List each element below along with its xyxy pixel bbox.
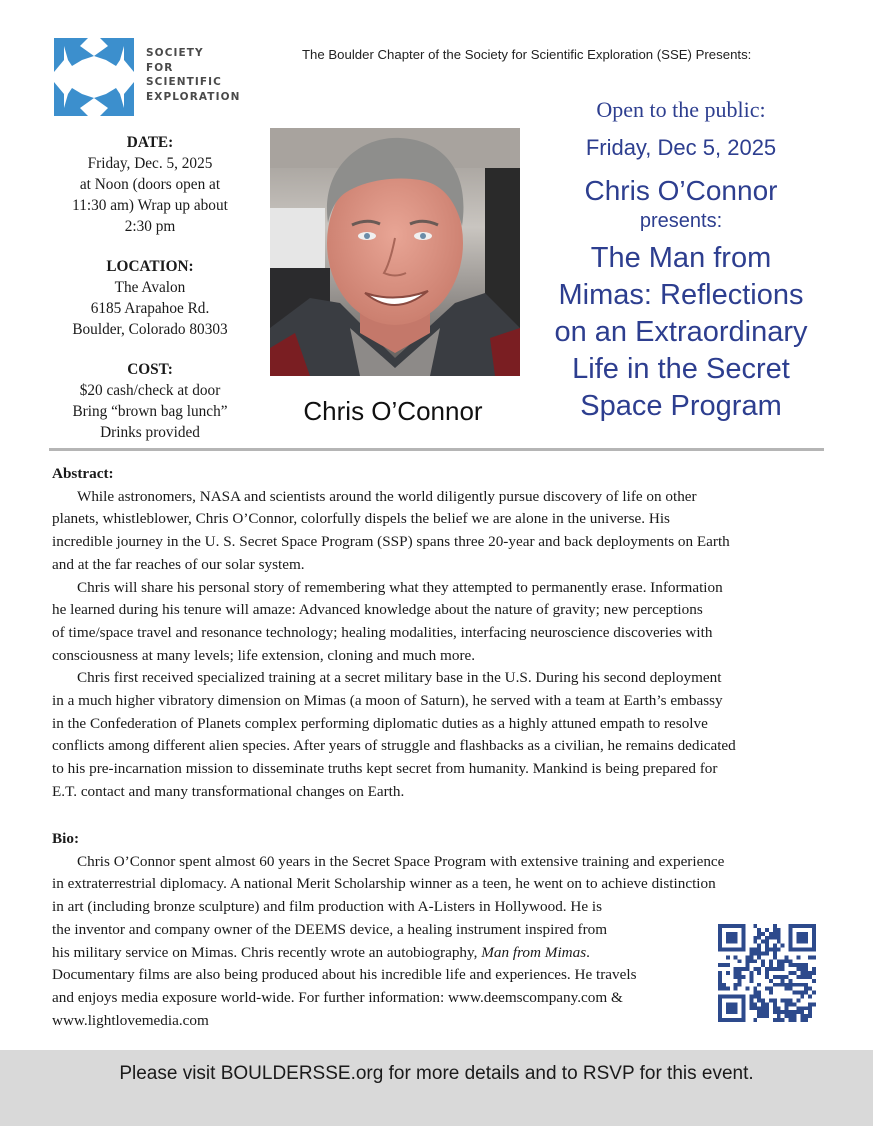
location-line: Boulder, Colorado 80303 (72, 321, 228, 338)
cost-line: $20 cash/check at door (79, 382, 221, 399)
abstract-line: in the Confederation of Planets complex performing diplomatic duties as a highly attuned empath to resolve (52, 714, 708, 732)
abstract-line: he learned during his tenure will amaze: Advanced knowledge about the nature of gravity; new perceptions (52, 601, 703, 619)
cost-line: Drinks provided (100, 424, 200, 441)
abstract-line: E.T. contact and many transformational changes on Earth. (52, 782, 405, 800)
abstract-line: consciousness at many levels; life extension, cloning and much more. (52, 646, 476, 664)
talk-title-line: Space Program (580, 390, 782, 422)
bio-line: www.lightlovemedia.com (52, 1011, 209, 1029)
speaker-caption: Chris O’Connor (303, 396, 483, 426)
abstract-line: incredible journey in the U. S. Secret Space Program (SSP) spans three 20-year and back deployments on Earth (52, 533, 730, 551)
org-name (146, 46, 241, 104)
qr-code-icon[interactable] (716, 924, 818, 1022)
bio-text: his military service on Mimas. Chris recently wrote an autobiography, (52, 943, 482, 961)
cost-line: Bring “brown bag lunch” (72, 403, 228, 420)
abstract-line: conflicts among different alien species. After years of struggle and flashbacks as a civilian, he remains dedicated (52, 737, 736, 755)
org-name-line: SCIENTIFIC (146, 76, 222, 88)
chapter-presents-line: The Boulder Chapter of the Society for Scientific Exploration (SSE) Presents: (302, 47, 752, 62)
abstract-line: to his pre-incarnation mission to disseminate truths kept secret from humanity. Mankind is being prepared for (52, 760, 718, 778)
section-divider (49, 448, 824, 451)
abstract-line: planets, whistleblower, Chris O’Connor, colorfully dispels the belief we are alone in the universe. His (52, 510, 670, 528)
event-date: Friday, Dec 5, 2025 (585, 135, 777, 160)
talk-title-line: on an Extraordinary (554, 316, 808, 348)
date-label: DATE: (126, 134, 174, 151)
cost-label: COST: (127, 361, 173, 378)
event-details (40, 132, 260, 443)
speaker-photo (270, 128, 520, 376)
bio-line (52, 942, 702, 965)
bio-line: Chris O’Connor spent almost 60 years in the Secret Space Program with extensive training and experience (77, 852, 725, 870)
abstract-heading: Abstract: (52, 465, 114, 482)
location-line: The Avalon (114, 279, 186, 296)
org-name-line: EXPLORATION (146, 90, 241, 103)
abstract-line: While astronomers, NASA and scientists around the world diligently pursue discovery of life on other (77, 487, 697, 505)
date-line: 2:30 pm (124, 218, 176, 235)
org-name-line: SOCIETY (146, 47, 204, 59)
talk-title-line: Mimas: Reflections (558, 279, 804, 311)
event-headline (530, 96, 832, 425)
abstract-line: in a much higher vibratory dimension on Mimas (a moon of Saturn), he served with a team at Earth’s embassy (52, 692, 723, 710)
abstract-line: Chris first received specialized training at a secret military base in the U.S. During his second deployment (77, 669, 722, 687)
abstract-section (52, 463, 832, 804)
abstract-line: Chris will share his personal story of remembering what they attempted to permanently erase. Information (77, 578, 723, 596)
talk-title (530, 240, 832, 425)
bio-line: and enjoys media exposure world-wide. For further information: www.deemscompany.com & (52, 988, 623, 1006)
bio-line: Documentary films are also being produced about his incredible life and experiences. He travels (52, 966, 637, 984)
presents-label: presents: (639, 210, 723, 232)
talk-title-line: Life in the Secret (572, 353, 790, 385)
bio-line: in art (including bronze sculpture) and film production with A-Listers in Hollywood. He is (52, 898, 603, 916)
sse-logo-icon (54, 38, 134, 116)
location-line: 6185 Arapahoe Rd. (90, 300, 210, 317)
presenter-name: Chris O’Connor (584, 175, 778, 206)
bio-line: in extraterrestrial diplomacy. A national Merit Scholarship winner as a teen, he went on to achieve distinction (52, 875, 716, 893)
footer-rsvp-text: Please visit BOULDERSSE.org for more details and to RSVP for this event. (119, 1063, 754, 1084)
date-line: 11:30 am) Wrap up about (72, 197, 228, 214)
bio-text: . (586, 943, 590, 961)
open-to-public: Open to the public: (596, 97, 766, 122)
bio-line: the inventor and company owner of the DEEMS device, a healing instrument inspired from (52, 920, 608, 938)
book-title: Man from Mimas (481, 943, 587, 961)
bio-heading: Bio: (52, 830, 80, 847)
abstract-line: of time/space travel and resonance technology; healing modalities, interfacing neuroscience discoveries with (52, 623, 713, 641)
footer-banner (0, 1050, 873, 1126)
date-line: at Noon (doors open at (79, 176, 221, 193)
org-name-line: FOR (146, 61, 174, 74)
abstract-line: and at the far reaches of our solar system. (52, 555, 305, 573)
location-label: LOCATION: (106, 258, 194, 275)
bio-section (52, 828, 725, 1032)
date-line: Friday, Dec. 5, 2025 (87, 155, 213, 172)
talk-title-line: The Man from (590, 242, 772, 274)
